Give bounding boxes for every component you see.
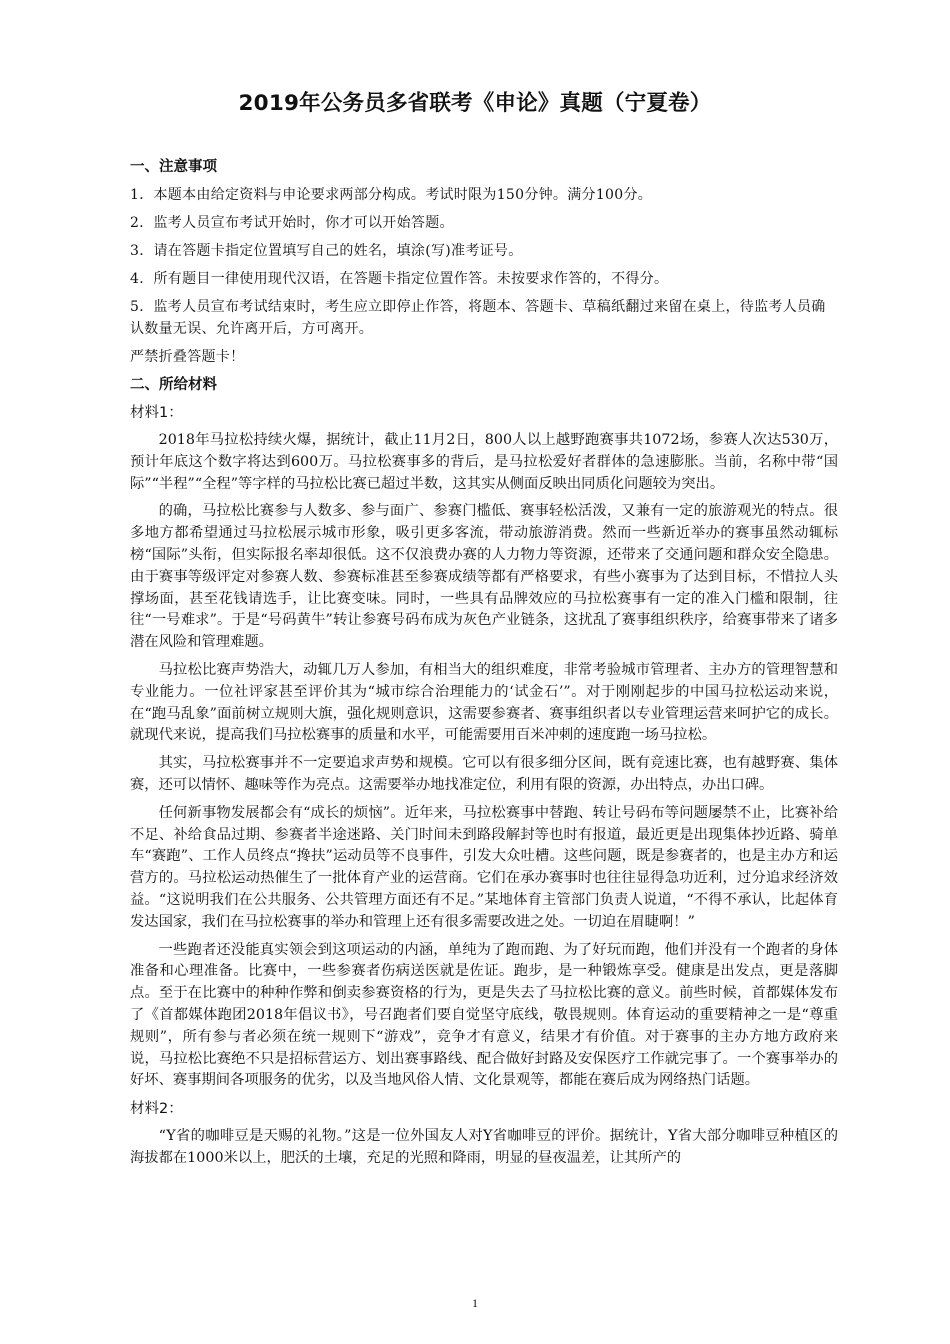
notice-item: 5．监考人员宣布考试结束时，考生应立即停止作答，将题本、答题卡、草稿纸翻过来留在桌上，待监考人员确认数量无误、允许离开后，方可离开。 <box>130 299 826 337</box>
paragraph: 任何新事物发展都会有“成长的烦恼”。近年来，马拉松赛事中替跑、转让号码布等问题屡禁不止，比赛补给不足、补给食品过期、参赛者半途迷路、关门时间未到路段解封等也时有报道，最近更是出现集体抄近路、骑单车“赛跑”、工作人员终点“搀扶”运动员等不良事件，引发大众吐槽。这些问题，既是参赛者的，也是主办方和运营方的。马拉松运动热催生了一批体育产业的运营商。它们在承办赛事时也往往显得急功近利，过分追求经济效益。“这说明我们在公共服务、公共管理方面还有不足。”某地体育主管部门负责人说道，“不得不承认，比起体育发达国家，我们在马拉松赛事的举办和管理上还有很多需要改进之处。一切迫在眉睫啊！” <box>130 804 838 930</box>
notice-item: 3．请在答题卡指定位置填写自己的姓名，填涂(写)准考证号。 <box>130 243 523 259</box>
paragraph: 其实，马拉松赛事并不一定要追求声势和规模。它可以有很多细分区间，既有竞速比赛，也有越野赛、集体赛，还可以情怀、趣味等作为亮点。这需要举办地找准定位，利用有限的资源，办出特点，办出口碑。 <box>130 755 838 793</box>
notice-item: 1．本题本由给定资料与申论要求两部分构成。考试时限为150分钟。满分100分。 <box>130 187 653 203</box>
paragraph: “Y省的咖啡豆是天赐的礼物。”这是一位外国友人对Y省咖啡豆的评价。据统计，Y省大部分咖啡豆种植区的海拔都在1000米以上，肥沃的土壤，充足的光照和降雨，明显的昼夜温差，让其所产的 <box>130 1128 838 1166</box>
material-2-label: 材料2： <box>130 1101 183 1118</box>
paragraph: 一些跑者还没能真实领会到这项运动的内涵，单纯为了跑而跑、为了好玩而跑，他们并没有一个跑者的身体准备和心理准备。比赛中，一些参赛者伤病送医就是佐证。跑步，是一种锻炼享受。健康是出发点，更是落脚点。至于在比赛中的种种作弊和倒卖参赛资格的行为，更是失去了马拉松比赛的意义。前些时候，首都媒体发布了《首都媒体跑团2018年倡议书》，号召跑者们要自觉坚守底线，敬畏规则。体育运动的重要精神之一是“尊重规则”，所有参与者必须在统一规则下“游戏”，竞争才有意义，结果才有价值。对于赛事的主办方地方政府来说，马拉松比赛绝不只是招标营运方、划出赛事路线、配合做好封路及安保医疗工作就完事了。一个赛事举办的好坏、赛事期间各项服务的优劣，以及当地风俗人情、文化景观等，都能在赛后成为网络热门话题。 <box>130 941 838 1089</box>
notice-item: 2．监考人员宣布考试开始时，你才可以开始答题。 <box>130 215 454 231</box>
page-number: 1 <box>472 1296 478 1310</box>
material-1-label: 材料1： <box>130 405 183 421</box>
document-body <box>130 150 838 1174</box>
paragraph: 2018年马拉松持续火爆，据统计，截止11月2日，800人以上越野跑赛事共1072场，参赛人次达530万，预计年底这个数字将达到600万。马拉松赛事多的背后，是马拉松爱好者群体的急速膨胀。当前，名称中带“国际”“半程”“全程”等字样的马拉松比赛已超过半数，这其实从侧面反映出同质化问题较为突出。 <box>130 432 838 492</box>
paragraph: 马拉松比赛声势浩大，动辄几万人参加，有相当大的组织难度，非常考验城市管理者、主办方的管理智慧和专业能力。一位社评家甚至评价其为“城市综合治理能力的‘试金石’”。对于刚刚起步的中国马拉松运动来说，在“跑马乱象”面前树立规则大旗，强化规则意识，这需要参赛者、赛事组织者以专业管理运营来呵护它的成长。就现代来说，提高我们马拉松赛事的质量和水平，可能需要用百米冲刺的速度跑一场马拉松。 <box>130 661 838 744</box>
section-heading-notice: 一、注意事项 <box>130 159 217 175</box>
notice-warning: 严禁折叠答题卡！ <box>130 349 245 365</box>
section-heading-materials: 二、所给材料 <box>130 377 217 393</box>
paragraph: 的确，马拉松比赛参与人数多、参与面广、参赛门槛低、赛事轻松活泼，又兼有一定的旅游观光的特点。很多地方都希望通过马拉松展示城市形象，吸引更多客流，带动旅游消费。然而一些新近举办的赛事虽然动辄标榜“国际”头衔，但实际报名率却很低。这不仅浪费办赛的人力物力等资源，还带来了交通问题和群众安全隐患。由于赛事等级评定对参赛人数、参赛标准甚至参赛成绩等都有严格要求，有些小赛事为了达到目标，不惜拉人头撑场面，甚至花钱请选手，让比赛变味。同时，一些具有品牌效应的马拉松赛事有一定的准入门槛和限制，往往“一号难求”。于是“号码黄牛”转让参赛号码布成为灰色产业链条，这扰乱了赛事组织秩序，给赛事带来了诸多潜在风险和管理难题。 <box>130 503 838 651</box>
page-title: 2019年公务员多省联考《申论》真题（宁夏卷） <box>238 91 712 116</box>
notice-item: 4．所有题目一律使用现代汉语，在答题卡指定位置作答。未按要求作答的，不得分。 <box>130 271 669 287</box>
